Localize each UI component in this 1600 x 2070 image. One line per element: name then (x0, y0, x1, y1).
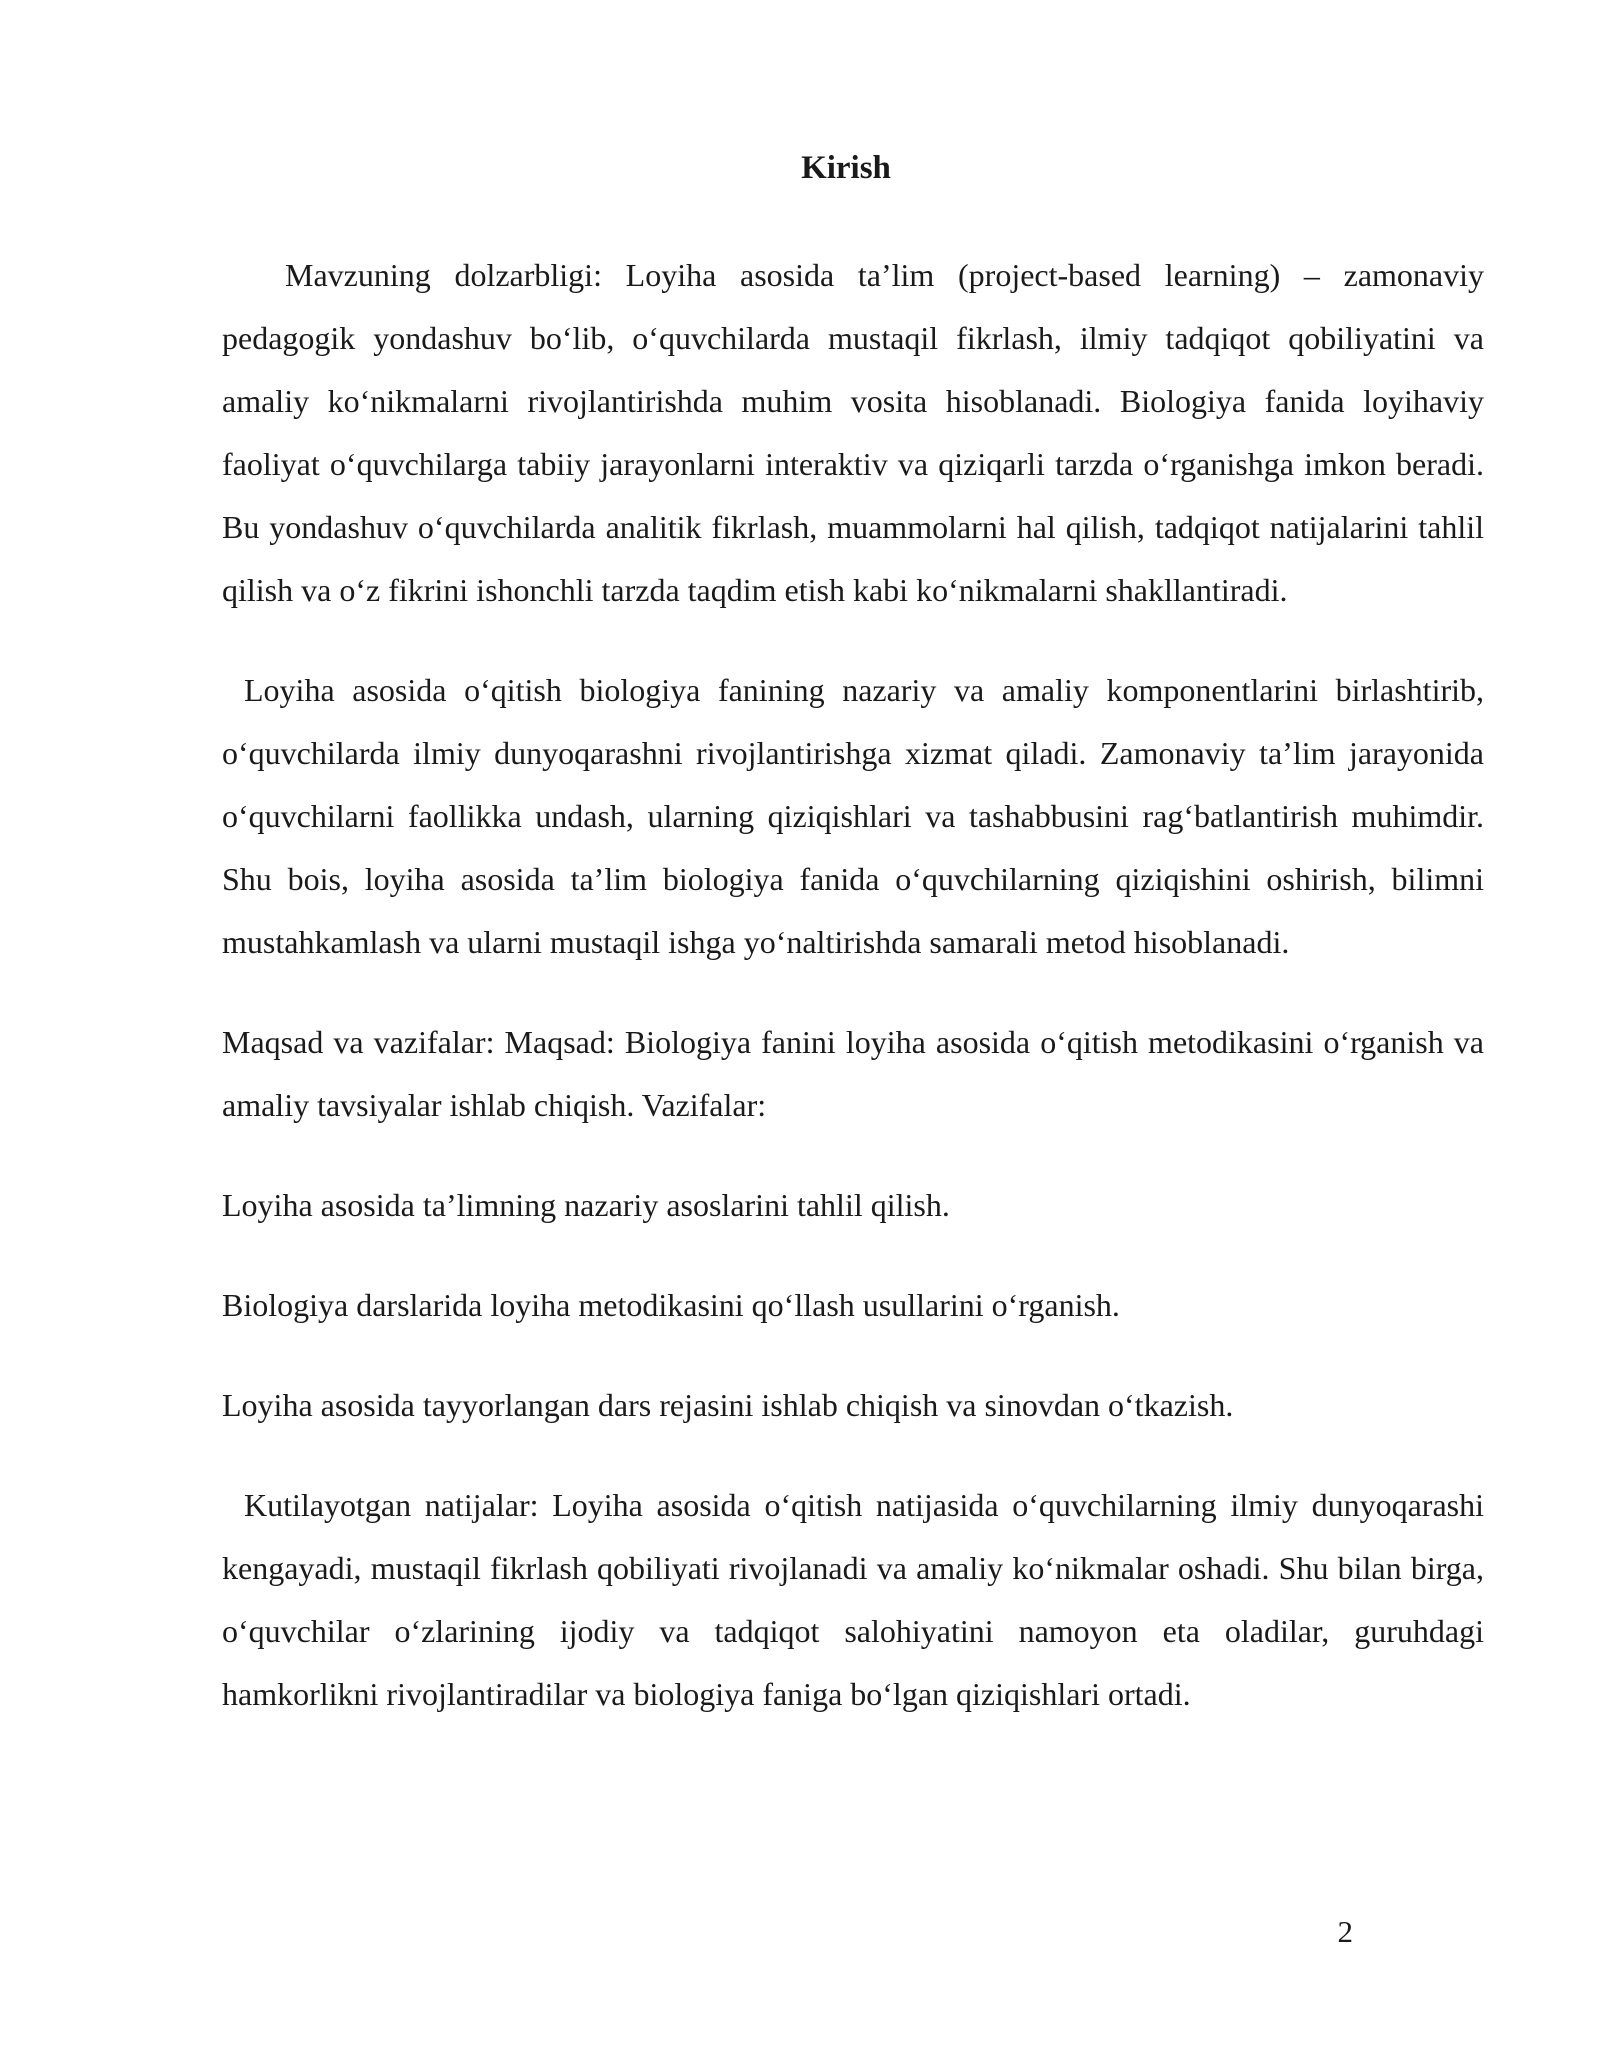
paragraph-project-teaching: Loyiha asosida o‘qitish biologiya fanining nazariy va amaliy komponentlarini birlashtirib, o‘quvchilarda ilmiy dunyoqarashni rivojlantirishga xizmat qiladi. Zamonaviy ta’lim jarayonida o‘quvchilarni faollikka undash, ularning qiziqishlari va tashabbusini rag‘batlantirish muhimdir. Shu bois, loyiha asosida ta’lim biologiya fanida o‘quvchilarning qiziqishini oshirish, bilimni mustahkamlash va ularni mustaqil ishga yo‘naltirishda samarali metod hisoblanadi. (222, 672, 1484, 960)
paragraph-expected-results: Kutilayotgan natijalar: Loyiha asosida o‘qitish natijasida o‘quvchilarning ilmiy dunyoqarashi kengayadi, mustaqil fikrlash qobiliyati rivojlanadi va amaliy ko‘nikmalar oshadi. Shu bilan birga, o‘quvchilar o‘zlarining ijodiy va tadqiqot salohiyatini namoyon eta oladilar, guruhdagi hamkorlikni rivojlantiradilar va biologiya faniga bo‘lgan qiziqishlari ortadi. (222, 1487, 1484, 1712)
document-body (222, 244, 1484, 1726)
paragraph-goals: Maqsad va vazifalar: Maqsad: Biologiya fanini loyiha asosida o‘qitish metodikasini o‘rganish va amaliy tavsiyalar ishlab chiqish. Vazifalar: (222, 1024, 1484, 1123)
page-title: Kirish (801, 150, 891, 186)
paragraph-relevance: Mavzuning dolzarbligi: Loyiha asosida ta’lim (project-based learning) – zamonaviy pedagogik yondashuv bo‘lib, o‘quvchilarda mustaqil fikrlash, ilmiy tadqiqot qobiliyatini va amaliy ko‘nikmalarni rivojlantirishda muhim vosita hisoblanadi. Biologiya fanida loyihaviy faoliyat o‘quvchilarga tabiiy jarayonlarni interaktiv va qiziqarli tarzda o‘rganishga imkon beradi. Bu yondashuv o‘quvchilarda analitik fikrlash, muammolarni hal qilish, tadqiqot natijalarini tahlil qilish va o‘z fikrini ishonchli tarzda taqdim etish kabi ko‘nikmalarni shakllantiradi. (222, 257, 1484, 608)
task-item: Biologiya darslarida loyiha metodikasini qo‘llash usullarini o‘rganish. (222, 1287, 1120, 1323)
task-item: Loyiha asosida ta’limning nazariy asoslarini tahlil qilish. (222, 1187, 950, 1223)
page-number: 2 (1337, 1914, 1353, 1949)
task-item: Loyiha asosida tayyorlangan dars rejasini ishlab chiqish va sinovdan o‘tkazish. (222, 1387, 1234, 1423)
